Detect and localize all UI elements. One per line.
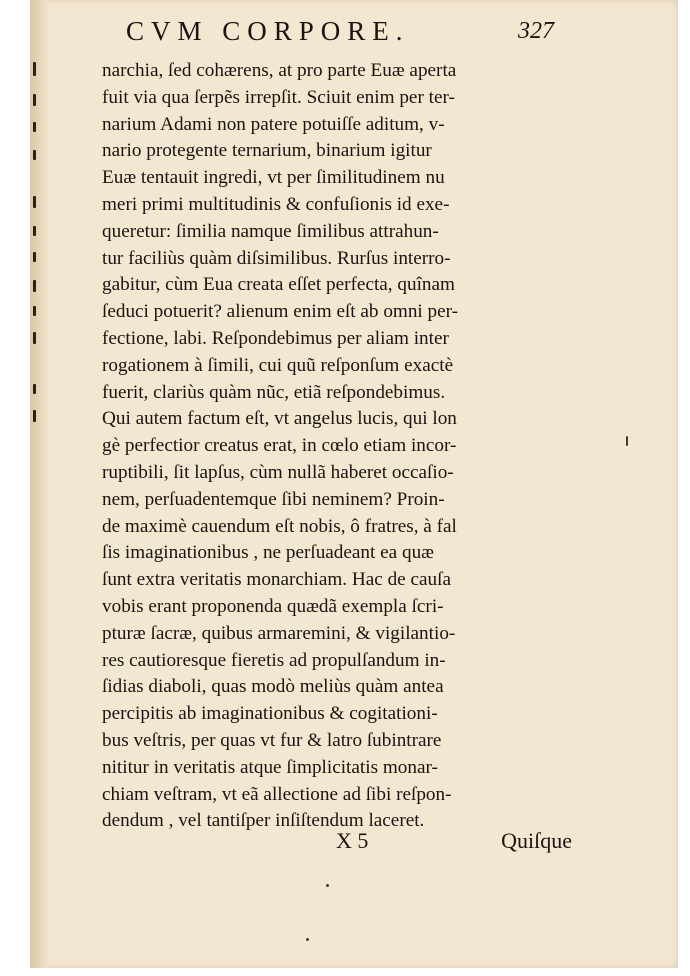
text-line: de maximè cauendum eſt nobis, ô fratres, à fal — [102, 515, 457, 537]
ink-speck — [306, 938, 309, 941]
text-line: nario protegente ternarium, binarium igitur — [102, 140, 432, 162]
text-line: ſeduci potuerit? alienum enim eſt ab omni per- — [102, 301, 459, 323]
margin-mark — [33, 306, 36, 316]
body-text — [102, 58, 572, 835]
text-line: res cautioresque fieretis ad propulſandum in- — [102, 649, 446, 671]
text-line: ſidias diaboli, quas modò meliùs quàm antea — [102, 676, 444, 698]
text-line: percipitis ab imaginationibus & cogitationi- — [102, 703, 438, 725]
text-line: queretur: ſimilia namque ſimilibus attrahun- — [102, 220, 439, 242]
running-head: CVM CORPORE. — [126, 16, 410, 46]
ink-speck — [626, 436, 628, 446]
text-line: Euæ tentauit ingredi, vt per ſimilitudinem nu — [102, 167, 445, 189]
text-line: vobis erant proponenda quædã exempla ſcri- — [102, 595, 444, 617]
margin-mark — [33, 94, 36, 106]
margin-mark — [33, 410, 36, 422]
text-line: ſis imaginationibus , ne perſuadeant ea quæ — [102, 542, 434, 564]
margin-mark — [33, 384, 36, 394]
text-line: rogationem à ſimili, cui quũ reſponſum exactè — [102, 354, 454, 376]
catchword: Quiſque — [501, 828, 572, 853]
margin-mark — [33, 196, 36, 208]
text-line: nem, perſuadentemque ſibi neminem? Proin- — [102, 488, 445, 510]
text-line: chiam veſtram, vt eã allectione ad ſibi reſpon- — [102, 783, 452, 805]
text-line: ſunt extra veritatis monarchiam. Hac de cauſa — [102, 569, 451, 591]
text-line: narchia, ſed cohærens, at pro parte Euæ aperta — [102, 60, 457, 81]
text-line: pturæ ſacræ, quibus armaremini, & vigilantio- — [102, 622, 456, 644]
text-line: ruptibili, ſit lapſus, cùm nullã haberet occaſio- — [102, 461, 454, 483]
margin-mark — [33, 226, 36, 236]
page-footer — [102, 828, 572, 858]
text-line: meri primi multitudinis & confuſionis id exe- — [102, 193, 450, 215]
text-line: gabitur, cùm Eua creata eſſet perfecta, quînam — [102, 274, 455, 296]
margin-mark — [33, 252, 36, 262]
text-line: fectione, labi. Reſpondebimus per aliam inter — [102, 327, 449, 349]
margin-mark — [33, 122, 36, 132]
text-line: narium Adami non patere potuiſſe aditum, v- — [102, 113, 445, 135]
signature-mark: X 5 — [336, 828, 369, 853]
margin-mark — [33, 332, 36, 344]
binding-gutter — [30, 0, 48, 968]
margin-mark — [33, 62, 36, 76]
text-line: fuit via qua ſerpẽs irrepſit. Sciuit enim per ter- — [102, 86, 455, 108]
text-line: tur faciliùs quàm diſsimilibus. Rurſus interro- — [102, 247, 451, 269]
ink-speck — [326, 884, 329, 887]
text-line: dendum , vel tantiſper inſiſtendum laceret. — [102, 810, 425, 832]
text-line: Qui autem factum eſt, vt angelus lucis, qui lon — [102, 408, 457, 430]
text-line: bus veſtris, per quas vt fur & latro ſubintrare — [102, 729, 442, 751]
text-line: gè perfectior creatus erat, in cœlo etiam incor- — [102, 435, 457, 457]
margin-mark — [33, 150, 36, 160]
text-line: fuerit, clariùs quàm nũc, etiã reſpondebimus. — [102, 381, 446, 403]
text-line: nititur in veritatis atque ſimplicitatis monar- — [102, 756, 438, 778]
book-page — [30, 0, 678, 968]
page-number: 327 — [518, 18, 554, 44]
margin-mark — [33, 280, 36, 292]
